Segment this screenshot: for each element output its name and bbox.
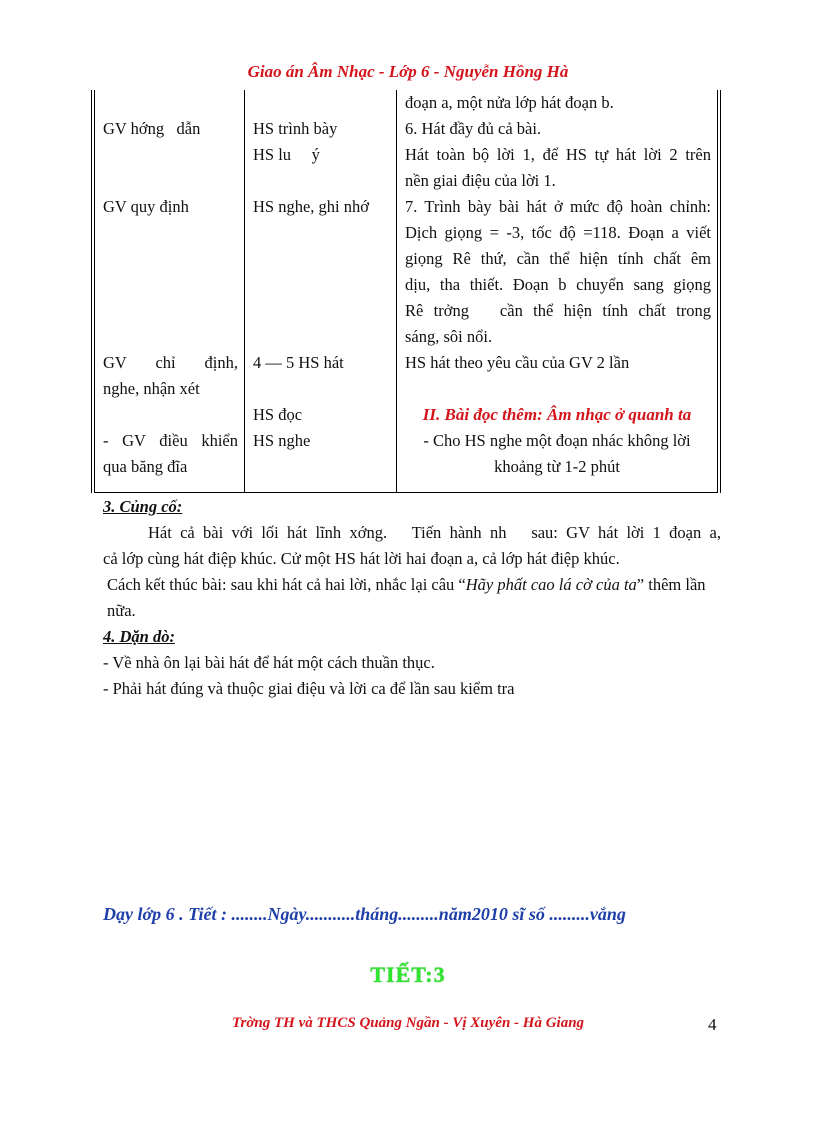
- teacher-activity-cell: [93, 194, 245, 350]
- table-row: [93, 350, 719, 402]
- student-activity-cell: [245, 90, 397, 116]
- teacher-activity-text: GV hớng dẫn: [103, 119, 201, 138]
- student-activity-cell: [245, 194, 397, 350]
- content-line: 7. Trình bày bài hát ở mức độ hoàn chỉnh:: [405, 197, 711, 216]
- content-line: nền giai điệu của lời 1.: [405, 171, 556, 190]
- section-3-title: 3. Củng cố:: [103, 497, 183, 516]
- student-activity-cell: [245, 116, 397, 194]
- content-line: dịu, tha thiết. Đoạn b chuyển sang giọng: [405, 275, 711, 294]
- student-activity-text: HS trình bày: [253, 119, 338, 138]
- content-line: Hát toàn bộ lời 1, để HS tự hát lời 2 trên: [405, 145, 711, 164]
- student-activity-cell: [245, 402, 397, 492]
- content-line: HS hát theo yêu cầu của GV 2 lần: [405, 353, 630, 372]
- content-line: 6. Hát đầy đủ cả bài.: [405, 119, 542, 138]
- ending-instruction-text: ” thêm lần nữa.: [107, 575, 706, 620]
- homework-item: - Về nhà ôn lại bài hát để hát một cách thuần thục.: [103, 653, 435, 672]
- page-footer: Trờng TH và THCS Quảng Ngần - Vị Xuyên - Hà Giang: [231, 1015, 585, 1031]
- teacher-activity-cell: [93, 350, 245, 402]
- student-activity-text: 4 — 5 HS hát: [253, 353, 344, 372]
- section-3-paragraph: cả lớp cùng hát điệp khúc. Cử một HS hát lời hai đoạn a, cả lớp hát điệp khúc.: [103, 549, 620, 568]
- table-row: [93, 194, 719, 350]
- content-cell: [397, 194, 720, 350]
- content-line: sáng, sôi nổi.: [405, 327, 493, 346]
- student-activity-text: HS đọc: [253, 405, 303, 424]
- teacher-activity-text: - GV điều khiển: [103, 431, 238, 450]
- content-cell: [397, 402, 720, 492]
- content-cell: [397, 350, 720, 402]
- content-cell: [397, 90, 720, 116]
- content-line: giọng Rê thứ, cần thể hiện tính chất êm: [405, 249, 711, 268]
- content-line: Dịch giọng = -3, tốc độ =118. Đoạn a viết: [405, 223, 711, 242]
- table-row: [93, 90, 719, 116]
- song-quote: Hãy phất cao lá cờ của ta: [465, 575, 637, 594]
- lesson-activity-table: [91, 90, 721, 493]
- teacher-activity-cell: [93, 90, 245, 116]
- content-cell: [397, 116, 720, 194]
- reading-section-heading: II. Bài đọc thêm: Âm nhạc ở quanh ta: [422, 405, 692, 424]
- student-activity-cell: [245, 350, 397, 402]
- teacher-activity-cell: [93, 116, 245, 194]
- teacher-activity-text: qua băng đĩa: [103, 457, 188, 476]
- student-activity-text: HS lu ý: [253, 145, 320, 164]
- student-activity-text: HS nghe, ghi nhớ: [253, 197, 369, 216]
- table-row: [93, 116, 719, 194]
- teacher-activity-text: nghe, nhận xét: [103, 379, 200, 398]
- section-3-paragraph: [103, 572, 721, 624]
- section-4-title: 4. Dặn dò:: [103, 627, 175, 646]
- section-3-paragraph: Hát cả bài với lối hát lĩnh xớng. Tiến hành nh sau: GV hát lời 1 đoạn a,: [148, 523, 721, 542]
- content-line: khoảng từ 1-2 phút: [494, 457, 620, 476]
- table-row: [93, 402, 719, 492]
- student-activity-text: HS nghe: [253, 431, 311, 450]
- next-lesson-title: TIẾT:3: [370, 962, 446, 987]
- homework-item: - Phải hát đúng và thuộc giai điệu và lời ca để lần sau kiểm tra: [103, 679, 515, 698]
- content-line: đoạn a, một nửa lớp hát đoạn b.: [405, 93, 614, 112]
- teacher-activity-text: GV quy định: [103, 197, 189, 216]
- content-line: - Cho HS nghe một đoạn nhác không lời: [423, 431, 691, 450]
- teacher-activity-text: GV chỉ định,: [103, 353, 238, 372]
- page-number: 4: [708, 1015, 717, 1034]
- ending-instruction-text: Cách kết thúc bài: sau khi hát cả hai lời, nhắc lại câu “: [107, 575, 466, 594]
- page-header: Giao án Âm Nhạc - Lớp 6 - Nguyễn Hồng Hà: [247, 62, 569, 81]
- teaching-schedule-line: Dạy lớp 6 . Tiết : ........Ngày...........tháng.........năm2010 sĩ số .........vắng: [103, 904, 626, 924]
- content-line: Rê trởng cần thể hiện tính chất trong: [405, 301, 711, 320]
- teacher-activity-text: [95, 402, 244, 428]
- teacher-activity-cell: [93, 402, 245, 492]
- lesson-content: [103, 494, 721, 702]
